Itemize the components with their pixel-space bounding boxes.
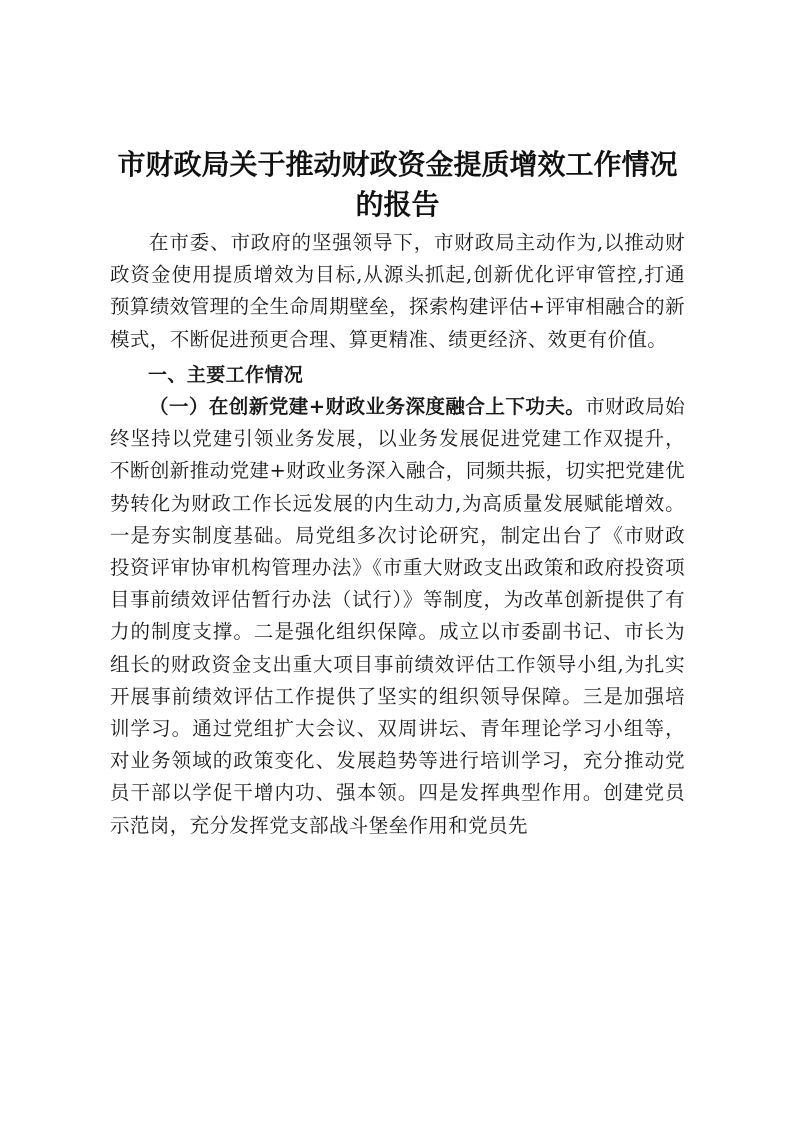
document-title bbox=[110, 145, 685, 225]
subsection-body-1: 市财政局始终坚持以党建引领业务发展，以业务发展促进党建工作双提升，不断创新推动党建+财政业务深入融合，同频共振，切实把党建优势转化为财政工作长远发展的内生动力,为高质量发展赋能增效。一是夯实制度基础。局党组多次讨论研究，制定出台了《市财政投资评审协审机构管理办法》《市重大财政支出政策和政府投资项目事前绩效评估暂行办法（试行）》等制度，为改革创新提供了有力的制度支撑。二是强化组织保障。成立以市委副书记、市长为组长的财政资金支出重大项目事前绩效评估工作领导小组,为扎实开展事前绩效评估工作提供了坚实的组织领导保障。三是加强培训学习。通过党组扩大会议、双周讲坛、青年理论学习小组等，对业务领域的政策变化、发展趋势等进行培训学习，充分推动党员干部以学促干增内功、强本领。四是发挥典型作用。创建党员示范岗，充分发挥党支部战斗堡垒作用和党员先 bbox=[110, 395, 685, 837]
document-title-line-1: 市财政局关于推动财政资金提质增效工作情况 bbox=[117, 148, 678, 181]
subsection-heading-1: （一）在创新党建+财政业务深度融合上下功夫。 bbox=[149, 395, 586, 419]
document-title-line-2: 的报告 bbox=[355, 188, 440, 221]
intro-paragraph: 在市委、市政府的坚强领导下，市财政局主动作为,以推动财政资金使用提质增效为目标,从源头抓起,创新优化评审管控,打通预算绩效管理的全生命周期壁垒，探索构建评估+评审相融合的新模式，不断促进预更合理、算更精准、绩更经济、效更有价值。 bbox=[110, 231, 685, 351]
subsection-paragraph-1 bbox=[110, 391, 685, 842]
section-heading-1: 一、主要工作情况 bbox=[148, 363, 304, 386]
